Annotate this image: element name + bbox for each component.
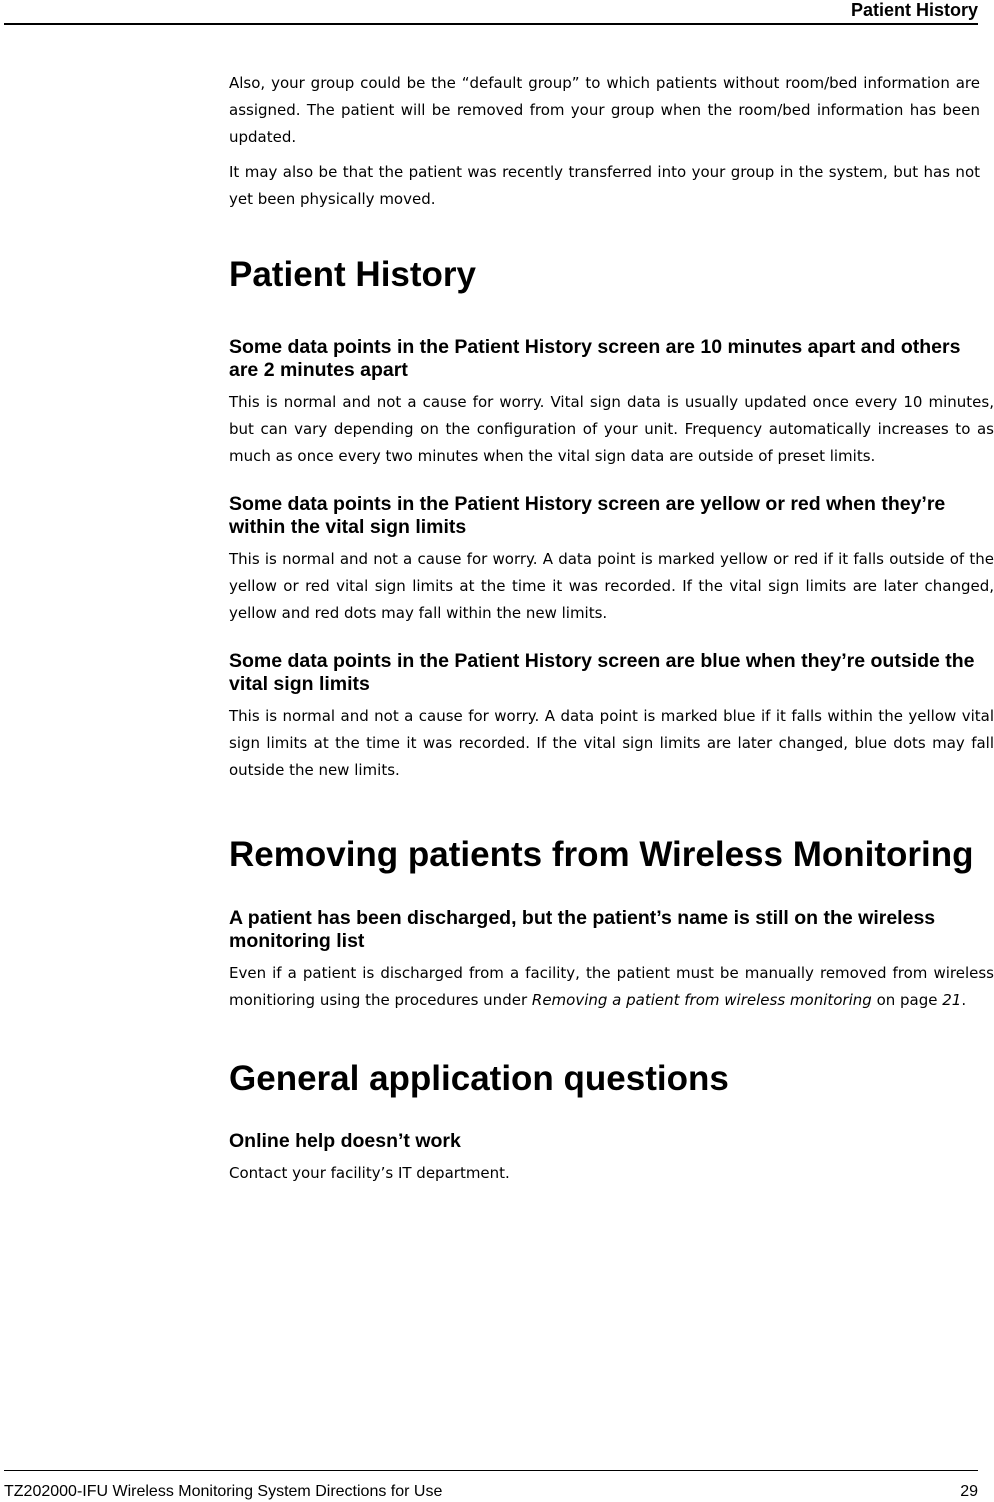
intro-block [229,70,994,213]
footer-page-number: 29 [960,1483,978,1500]
intro-paragraph-2: It may also be that the patient was recently transferred into your group in the system, but has not yet been physically moved. [229,163,980,208]
cross-reference-link[interactable]: Removing a patient from wireless monitoring [531,991,872,1009]
body-mid: on page [871,991,943,1009]
topic-heading: Some data points in the Patient History screen are yellow or red when they’re within the vital sign limits [229,493,946,538]
footer-divider [4,1470,978,1471]
page-reference[interactable]: 21 [942,991,962,1009]
footer-document-id: TZ202000-IFU Wireless Monitoring System Directions for Use [4,1483,443,1500]
topic-online-help [229,1130,994,1187]
intro-paragraph-1: Also, your group could be the “default group” to which patients without room/bed information are assigned. The patient will be removed from your group when the room/bed information has been updated. [229,74,980,146]
topic-heading: Online help doesn’t work [229,1130,461,1152]
topic-body: This is normal and not a cause for worry. A data point is marked blue if it falls within the yellow vital sign limits at the time it was recorded. If the vital sign limits are later changed, blue dots may fall outside the new limits. [229,707,994,779]
section-title-removing-patients: Removing patients from Wireless Monitoring [229,835,974,874]
topic-discharged-patient [229,907,994,1014]
topic-body: This is normal and not a cause for worry. A data point is marked yellow or red if it falls outside of the yellow or red vital sign limits at the time it was recorded. If the vital sign limits are later changed, yellow and red dots may fall within the new limits. [229,550,994,622]
topic-heading: A patient has been discharged, but the patient’s name is still on the wireless monitoring list [229,907,936,952]
running-header-title: Patient History [850,0,978,20]
topic-body: This is normal and not a cause for worry. Vital sign data is usually updated once every 10 minutes, but can vary depending on the configuration of your unit. Frequency automatically increases to as much as once every two minutes when the vital sign data are outside of preset limits. [229,393,994,465]
topic-body: Contact your facility’s IT department. [229,1164,510,1182]
topic-heading: Some data points in the Patient History screen are 10 minutes apart and others are 2 minutes apart [229,336,961,381]
body-prefix: Even if a patient is discharged from a facility, the patient must be manually removed from wireless monitioring using the procedures under [229,964,994,1009]
topic-heading: Some data points in the Patient History screen are blue when they’re outside the vital sign limits [229,650,975,695]
section-title-patient-history: Patient History [229,255,476,294]
topic-data-point-intervals [229,336,994,470]
topic-yellow-red-points [229,493,994,627]
page-content [229,70,994,1187]
section-title-general-questions: General application questions [229,1059,729,1098]
topic-blue-points [229,650,994,784]
body-suffix: . [961,991,967,1009]
topic-body [229,960,994,1014]
header-divider [4,23,978,25]
